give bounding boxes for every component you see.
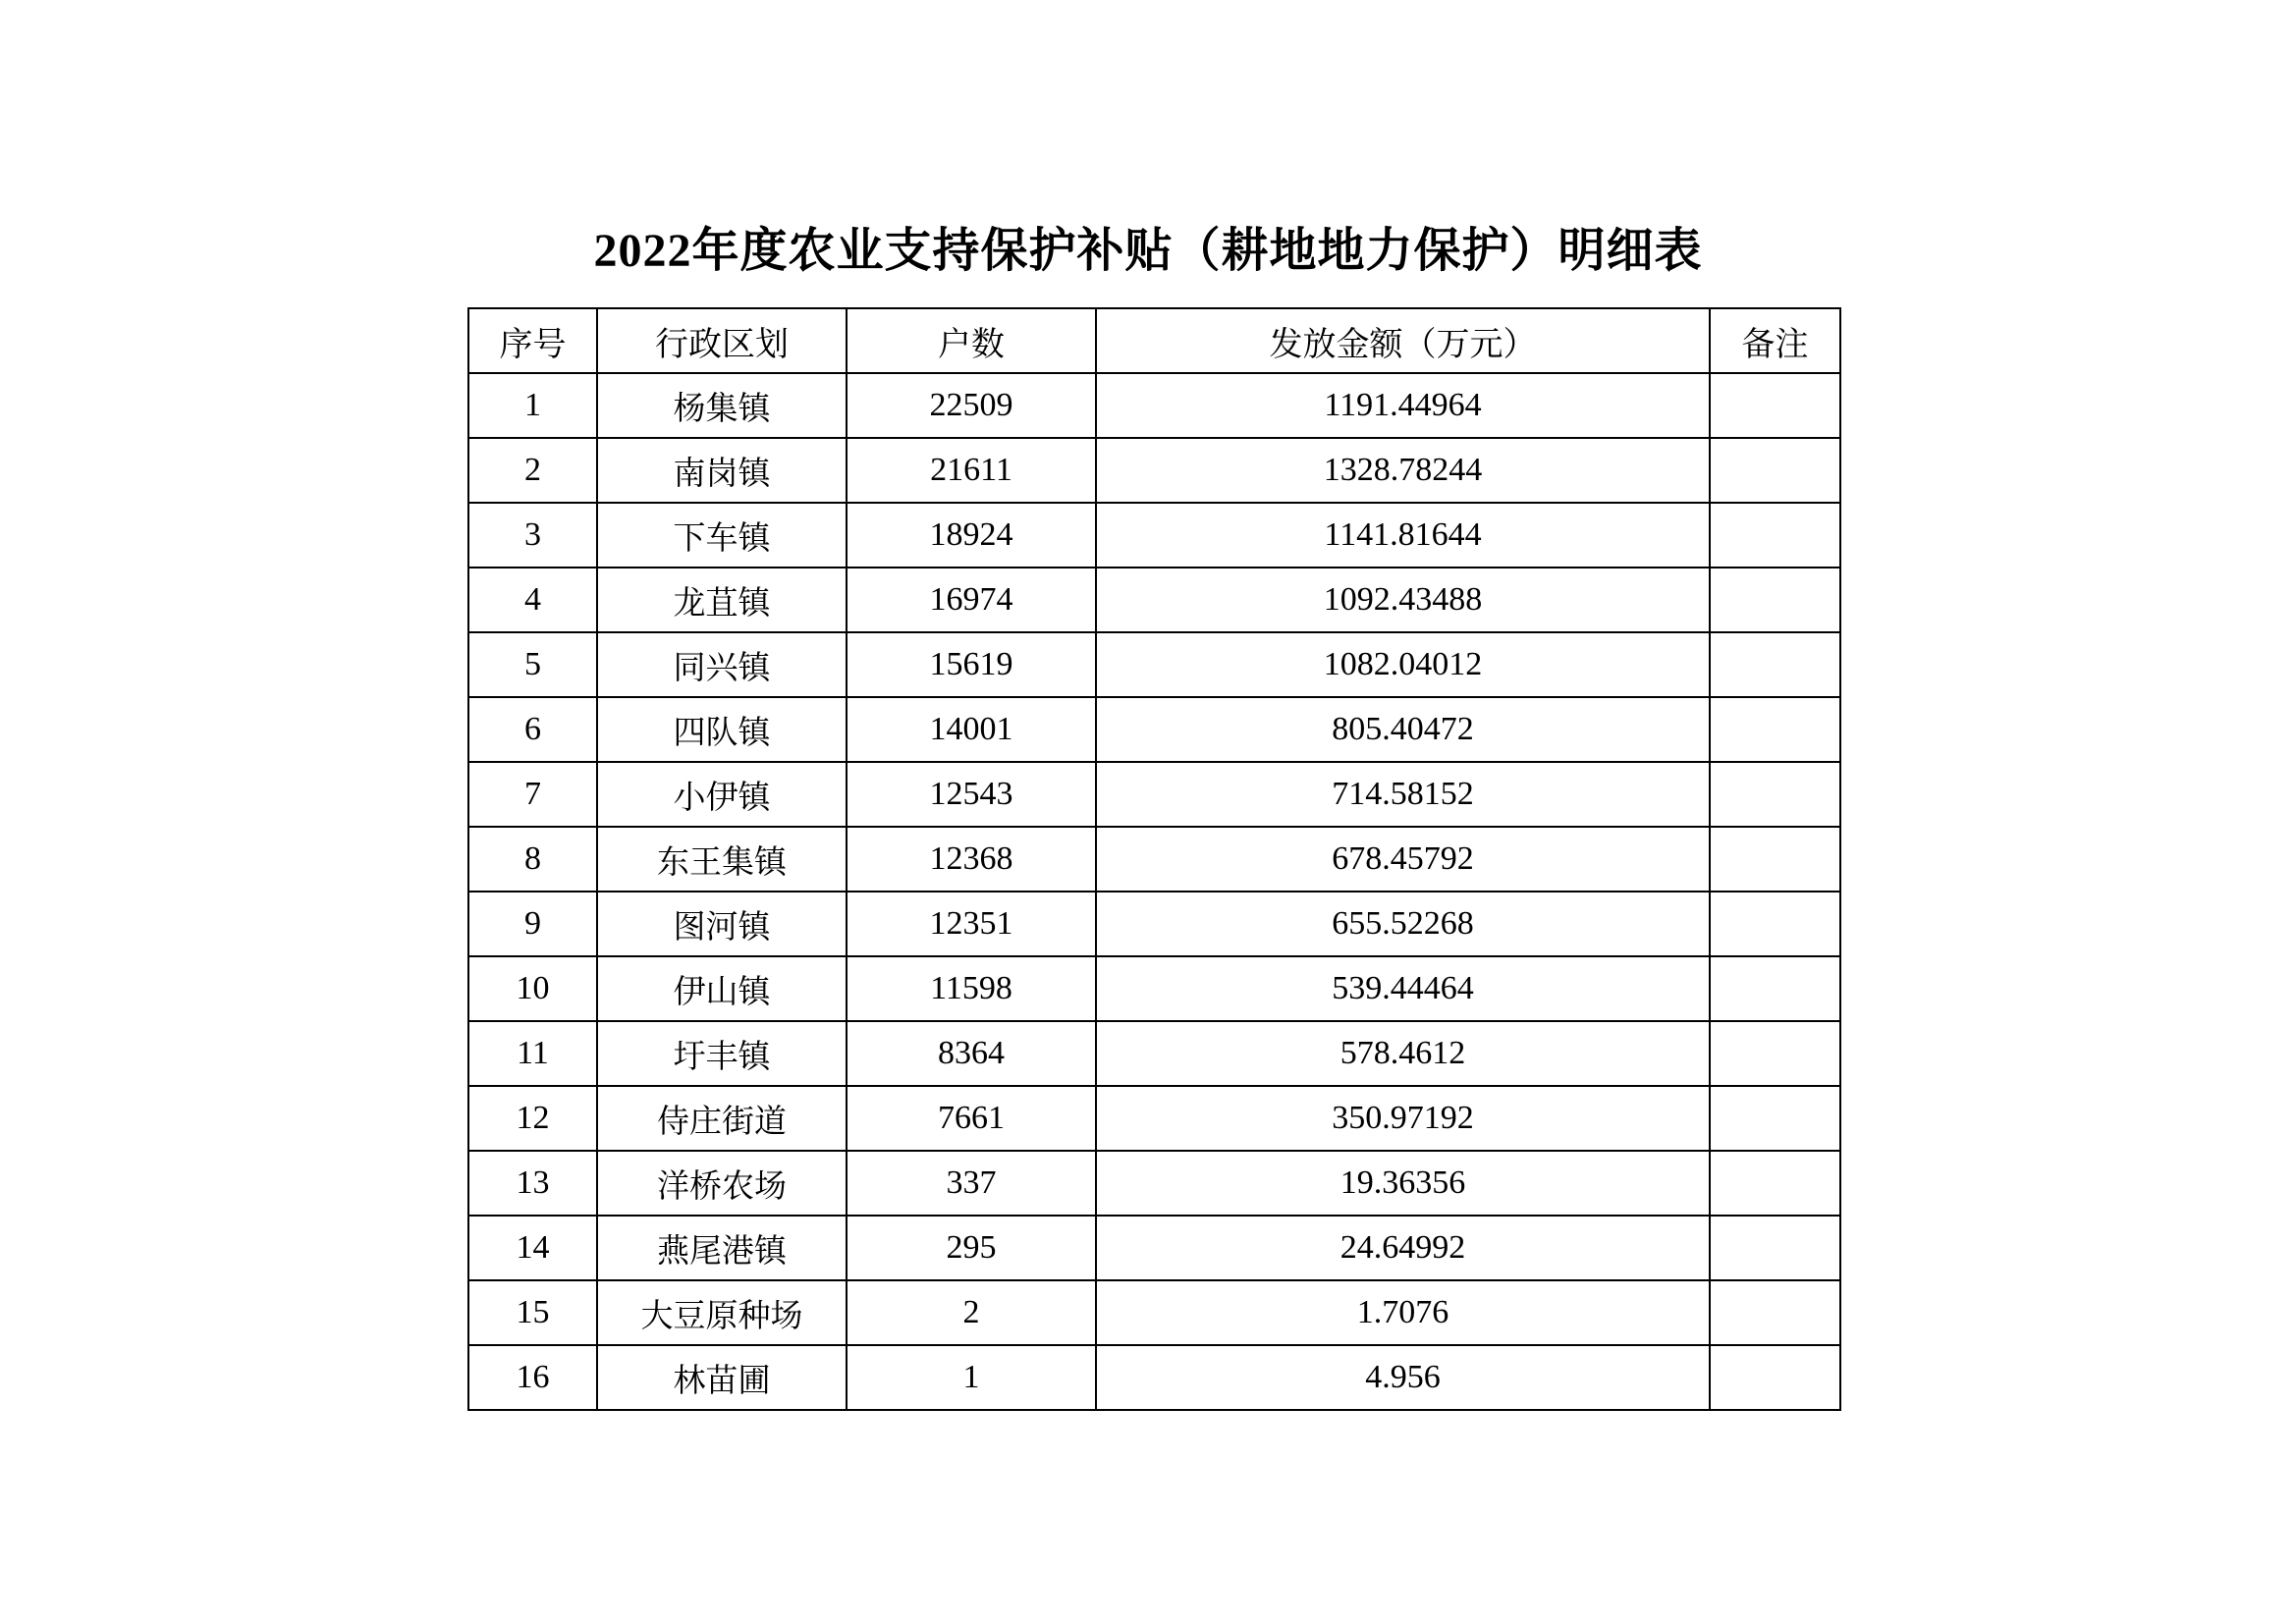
cell-amount: 578.4612 (1096, 1021, 1710, 1086)
table-row (468, 956, 1840, 1021)
cell-amount: 24.64992 (1096, 1216, 1710, 1280)
cell-remarks (1710, 697, 1840, 762)
table-row (468, 697, 1840, 762)
cell-division: 洋桥农场 (597, 1151, 847, 1216)
table-row (468, 373, 1840, 438)
cell-households: 337 (847, 1151, 1096, 1216)
table-row (468, 762, 1840, 827)
cell-amount: 19.36356 (1096, 1151, 1710, 1216)
cell-households: 15619 (847, 632, 1096, 697)
header-administrative-division: 行政区划 (597, 308, 847, 373)
cell-remarks (1710, 632, 1840, 697)
cell-remarks (1710, 892, 1840, 956)
cell-division: 同兴镇 (597, 632, 847, 697)
cell-remarks (1710, 1216, 1840, 1280)
header-households: 户数 (847, 308, 1096, 373)
cell-division: 大豆原种场 (597, 1280, 847, 1345)
table-row (468, 1151, 1840, 1216)
cell-serial-number: 1 (468, 373, 597, 438)
cell-amount: 1.7076 (1096, 1280, 1710, 1345)
table-header-row (468, 308, 1840, 373)
cell-amount: 350.97192 (1096, 1086, 1710, 1151)
table-row (468, 568, 1840, 632)
cell-remarks (1710, 762, 1840, 827)
table-row (468, 892, 1840, 956)
cell-serial-number: 4 (468, 568, 597, 632)
cell-serial-number: 7 (468, 762, 597, 827)
cell-division: 小伊镇 (597, 762, 847, 827)
cell-households: 11598 (847, 956, 1096, 1021)
table-row (468, 632, 1840, 697)
cell-division: 侍庄街道 (597, 1086, 847, 1151)
header-remarks: 备注 (1710, 308, 1840, 373)
cell-division: 四队镇 (597, 697, 847, 762)
cell-serial-number: 8 (468, 827, 597, 892)
cell-division: 南岗镇 (597, 438, 847, 503)
table-row (468, 1280, 1840, 1345)
cell-remarks (1710, 373, 1840, 438)
cell-households: 2 (847, 1280, 1096, 1345)
cell-division: 燕尾港镇 (597, 1216, 847, 1280)
cell-serial-number: 12 (468, 1086, 597, 1151)
table-row (468, 1021, 1840, 1086)
cell-serial-number: 15 (468, 1280, 597, 1345)
cell-amount: 1092.43488 (1096, 568, 1710, 632)
cell-amount: 539.44464 (1096, 956, 1710, 1021)
cell-remarks (1710, 1345, 1840, 1410)
cell-households: 12368 (847, 827, 1096, 892)
cell-households: 22509 (847, 373, 1096, 438)
cell-households: 12351 (847, 892, 1096, 956)
header-amount: 发放金额（万元） (1096, 308, 1710, 373)
table-body (468, 373, 1840, 1410)
cell-serial-number: 3 (468, 503, 597, 568)
cell-division: 伊山镇 (597, 956, 847, 1021)
cell-households: 18924 (847, 503, 1096, 568)
cell-remarks (1710, 956, 1840, 1021)
cell-serial-number: 2 (468, 438, 597, 503)
cell-households: 8364 (847, 1021, 1096, 1086)
cell-division: 林苗圃 (597, 1345, 847, 1410)
cell-division: 下车镇 (597, 503, 847, 568)
cell-division: 东王集镇 (597, 827, 847, 892)
cell-remarks (1710, 1021, 1840, 1086)
cell-remarks (1710, 1151, 1840, 1216)
cell-serial-number: 16 (468, 1345, 597, 1410)
cell-households: 12543 (847, 762, 1096, 827)
cell-amount: 1141.81644 (1096, 503, 1710, 568)
cell-serial-number: 13 (468, 1151, 597, 1216)
cell-serial-number: 5 (468, 632, 597, 697)
cell-households: 21611 (847, 438, 1096, 503)
cell-households: 14001 (847, 697, 1096, 762)
document-title: 2022年度农业支持保护补贴（耕地地力保护）明细表 (593, 225, 1703, 277)
cell-households: 16974 (847, 568, 1096, 632)
cell-households: 7661 (847, 1086, 1096, 1151)
table-row (468, 827, 1840, 892)
table-row (468, 438, 1840, 503)
cell-amount: 714.58152 (1096, 762, 1710, 827)
cell-amount: 1328.78244 (1096, 438, 1710, 503)
cell-serial-number: 11 (468, 1021, 597, 1086)
cell-remarks (1710, 568, 1840, 632)
cell-remarks (1710, 1086, 1840, 1151)
cell-households: 295 (847, 1216, 1096, 1280)
cell-serial-number: 9 (468, 892, 597, 956)
subsidy-detail-table (467, 307, 1841, 1411)
cell-serial-number: 6 (468, 697, 597, 762)
header-serial-number: 序号 (468, 308, 597, 373)
cell-remarks (1710, 438, 1840, 503)
cell-remarks (1710, 1280, 1840, 1345)
cell-amount: 1082.04012 (1096, 632, 1710, 697)
table-row (468, 1086, 1840, 1151)
cell-division: 杨集镇 (597, 373, 847, 438)
table-row (468, 503, 1840, 568)
cell-serial-number: 10 (468, 956, 597, 1021)
cell-amount: 1191.44964 (1096, 373, 1710, 438)
cell-remarks (1710, 827, 1840, 892)
cell-amount: 655.52268 (1096, 892, 1710, 956)
table-row (468, 1345, 1840, 1410)
cell-division: 圩丰镇 (597, 1021, 847, 1086)
cell-amount: 805.40472 (1096, 697, 1710, 762)
cell-amount: 678.45792 (1096, 827, 1710, 892)
table-row (468, 1216, 1840, 1280)
cell-remarks (1710, 503, 1840, 568)
cell-serial-number: 14 (468, 1216, 597, 1280)
cell-division: 图河镇 (597, 892, 847, 956)
cell-division: 龙苴镇 (597, 568, 847, 632)
cell-amount: 4.956 (1096, 1345, 1710, 1410)
cell-households: 1 (847, 1345, 1096, 1410)
